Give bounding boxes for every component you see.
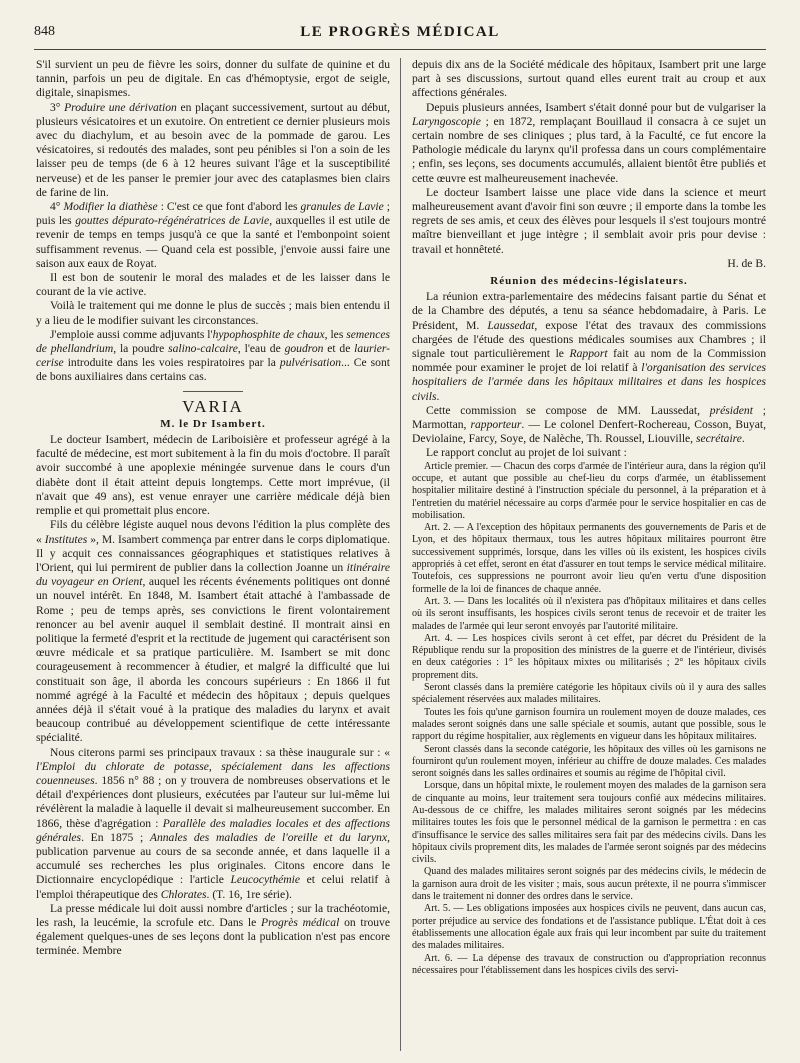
paragraph: Le docteur Isambert, médecin de Lariboisière et professeur agrégé à la faculté de médecine, est mort subitement à la fin du mois d'octobre. Il paraît avoir succombé à une apoplexie méningée survenue dans le cours d'un diabète dont il était atteint depuis longtemps. Cette mort imprévue, (il n'avait que 49 ans), est venue enrayer une carrière médicale déjà bien remplie et qui promettait plus encore.: [36, 433, 390, 518]
right-column: [412, 58, 766, 977]
law-text: [412, 461, 766, 977]
paragraph: La presse médicale lui doit aussi nombre d'articles ; sur la trachéotomie, les rash, la leucémie, la scrofule etc. Dans le Progrès médical on trouve également quelques-unes de ses leçons dont la publication n'est pas encore terminée. Membre: [36, 901, 390, 958]
section-title: VARIA: [182, 396, 244, 416]
signature: H. de B.: [727, 256, 766, 270]
article: Lorsque, dans un hôpital mixte, le roulement moyen des malades de la garnison sera de cinquante au moins, leur traitement sera toujours confié aux médecins militaires. Au-dessous de ce chiffre, les malades militaires seront soignés par les médecins militaires toutes les fois que le personnel médical de la garnison le permettra : en cas d'insuffisance le service des salles militaires sera fait par des médecins civils. Dans les hôpitaux civils proprement dits, les malades de l'armée seront soignés par des médecins civils.: [412, 780, 766, 866]
paragraph: Nous citerons parmi ses principaux travaux : sa thèse inaugurale sur : « l'Emploi du chlorate de potasse, spécialement dans les affections couenneuses. 1856 n° 88 ; on y trouvera de nombreuses observations et le détail d'expériences dont plusieurs, exécutées par l'auteur sur lui-même lui révélèrent la maladie à laquelle il devait si malheureusement succomber. En 1866, thèse d'agrégation : Parallèle des maladies locales et des affections générales. En 1875 ; Annales des maladies de l'oreille et du larynx, publication parvenue au cours de sa seconde année, et dans laquelle il a accumulé ses recherches les plus originales. Citons encore dans le Dictionnaire encyclopédique : l'article Leucocythémie et celui relatif à l'emploi thérapeutique des Chlorates. (T. 16, 1re série).: [36, 745, 391, 901]
article: Toutes les fois qu'une garnison fournira un roulement moyen de douze malades, ces malades seront soignés dans une salle spéciale et soumis, autant que possible, sous le rapport du régime hospitalier, aux règlements en vigueur dans les hôpitaux militaires.: [412, 706, 766, 743]
article: Article premier. — Chacun des corps d'armée de l'intérieur aura, dans la région qu'il occupe, et autant que possible au chef-lieu du corps d'armée, un établissement hospitalier militaire destiné à l'instruction spéciale du personnel, à la préparation et à l'entretien du matériel nécessaire au corps d'armée pour le service hospitalier en cas de mobilisation.: [412, 460, 766, 521]
section-rule: [183, 391, 243, 392]
article: Quand des malades militaires seront soignés par des médecins civils, le médecin de la garnison aura droit de les visiter ; mais, sous aucun prétexte, il ne pourra s'immiscer dans le traitement ni donner des ordres dans le service.: [412, 866, 766, 903]
article: Art. 5. — Les obligations imposées aux hospices civils ne peuvent, dans aucun cas, porter préjudice au service des fondations et de l'assistance publique. L'État doit à ces établissements une allocation égale aux frais qui leur incombent par suite du traitement des malades militaires.: [412, 903, 766, 952]
page-number: 848: [34, 24, 55, 39]
paragraph: La réunion extra-parlementaire des médecins faisant partie du Sénat et de la Chambre des députés, a tenu sa séance hebdomadaire, à Paris. Le Président, M. Laussedat, expose l'état des travaux des commissions chargées de l'étude des questions médicales soumises aux Chambres ; il signale tout particulièrement le Rapport fait au nom de la Commission nommée pour examiner le projet de loi relatif à l'organisation des services hospitaliers de l'armée dans les hôpitaux militaires et dans les hospices civils.: [412, 290, 766, 403]
left-column: [36, 58, 390, 959]
paragraph: Le docteur Isambert laisse une place vide dans la science et meurt malheureusement avant d'avoir fini son œuvre ; il emporte dans la tombe les regrets de ses amis, et ceux des élèves pour lesquels il s'est toujours montré maître bienveillant et juge intègre ; il semblait avoir pris pour devise : travail et honnêteté.: [412, 185, 766, 256]
header-rule: [34, 49, 766, 50]
paragraph: S'il survient un peu de fièvre les soirs, donner du sulfate de quinine et du tannin, parfois un peu de digitale. En cas d'hémoptysie, ergot de seigle, digitale, sinapismes.: [36, 58, 390, 100]
paragraph: Il est bon de soutenir le moral des malades et de les laisser dans le courant de la vie active.: [36, 271, 390, 299]
article: Art. 4. — Les hospices civils seront à cet effet, par décret du Président de la République rendu sur la proposition des ministres de la guerre et de l'intérieur, divisés en deux catégories : 1° les hôpitaux mixtes ou militarisés ; 2° les hôpitaux civils proprement dits.: [412, 632, 766, 681]
running-header: [34, 24, 766, 44]
paragraph: Le rapport conclut au projet de loi suivant :: [426, 446, 627, 460]
article: Art. 3. — Dans les localités où il n'existera pas d'hôpitaux militaires et dans celles où ils seront insuffisants, les hospices civils seront tenus de recevoir et de traiter les malades de l'armée qui leur seront envoyés par l'autorité militaire.: [412, 595, 766, 632]
article-heading: Réunion des médecins-législateurs.: [490, 275, 688, 288]
article-heading: M. le Dr Isambert.: [160, 417, 266, 430]
journal-title: LE PROGRÈS MÉDICAL: [300, 24, 500, 40]
paragraph: Cette commission se compose de MM. Laussedat, président ; Marmottan, rapporteur. — Le colonel Denfert-Rochereau, Cosson, Buyat, Deviolaine, Farcy, Soye, de Nalèche, Th. Roussel, Liouville, secrétaire.: [412, 403, 766, 446]
paragraph: 4° Modifier la diathèse : C'est ce que font d'abord les granules de Lavie ; puis les gouttes dépurato-régénératrices de Lavie, auxquelles il est utile de revenir de temps en temps jusqu'à ce que la santé et l'embonpoint soient suffisamment revenus. — Quand cela est possible, j'envoie aussi faire une saison aux eaux de Royat.: [36, 200, 391, 270]
paragraph: J'emploie aussi comme adjuvants l'hypophosphite de chaux, les semences de phellandrium, la poudre salino-calcaire, l'eau de goudron et de laurier-cerise introduite dans les voies respiratoires par la pulvérisation... Ce sont de bons auxiliaires dans certains cas.: [36, 327, 391, 384]
article: Seront classés dans la première catégorie les hôpitaux civils où il y aura des salles spécialement réservées aux malades militaires.: [412, 682, 766, 706]
article: Seront classés dans la seconde catégorie, les hôpitaux des villes où les garnisons ne fourniront qu'un roulement moyen, inférieur au chiffre de douze malades. Ces malades seront soignés dans les salles ordinaires et soumis au régime de l'hôpital civil.: [412, 743, 766, 780]
paragraph: 3° Produire une dérivation en plaçant successivement, surtout au début, plusieurs vésicatoires et un exutoire. On entretient ce dernier plusieurs mois avec du diachylum, et au besoin avec de la pommade de garou. Les vésicatoires, si redoutés des malades, sont peu pénibles si l'on a soin de les laisser peu de temps (de 6 à 12 heures suivant l'âge et la susceptibilité nerveuse) et de les panser le premier jour avec des cataplasmes bien clairs de farine de lin.: [36, 100, 390, 199]
column-divider: [400, 58, 401, 1051]
paragraph: depuis dix ans de la Société médicale des hôpitaux, Isambert prit une large part à ses discussions, surtout quand elles eurent trait au croup et aux affections générales.: [412, 58, 766, 100]
paragraph: Voilà le traitement qui me donne le plus de succès ; mais bien entendu il y a lieu de le modifier suivant les circonstances.: [36, 299, 390, 327]
paragraph: Fils du célèbre légiste auquel nous devons l'édition la plus complète des « Institutes », M. Isambert commença par entrer dans le corps diplomatique. Il y acquit ces connaissances géographiques et statistiques relatives à l'Orient, qui lui permirent de publier dans la collection Joanne un itinéraire du voyageur en Orient, auquel les récents événements politiques ont donné un nouvel intérêt. En 1848, M. Isambert était attaché à l'ambassade de Rome ; peu de temps après, ses convictions le firent volontairement renoncer au bel avenir auquel il semblait destiné. Il montrait ainsi en politique la fermeté d'esprit et la rectitude de jugement qui caractérisent son œuvre médicale et sa pratique particulière. M. Isambert se mit donc courageusement à recommencer à étudier, et malgré la difficulté que lui constituait son âge, il aborda les concours supérieurs : En 1866 il fut nommé agrégé à la Faculté et médecin des hôpitaux ; depuis quelques années déjà il s'était voué à la pratique des maladies du larynx et avait beaucoup contribué au développement scientifique de cette intéressante spécialité.: [36, 518, 391, 745]
article: Art. 2. — A l'exception des hôpitaux permanents des gouvernements de Paris et de Lyon, et des hôpitaux thermaux, tous les autres hôpitaux militaires pourront être successivement supprimés, lorsque, dans les villes où ils existent, les hospices civils appropriés à cet effet, seront en état d'assurer en tout temps le service médical militaire. Toutefois, ces suppressions ne pourront avoir lieu qu'en vertu d'une disposition formelle de la loi de finances de chaque année.: [412, 522, 766, 595]
paragraph: Depuis plusieurs années, Isambert s'était donné pour but de vulgariser la Laryngoscopie ; en 1872, remplaçant Bouillaud il consacra à ce sujet un certain nombre de ses cliniques ; plus tard, à la Faculté, ce fut encore la Pathologie médicale du larynx qu'il professa dans un cours complémentaire ; enfin, ses leçons, ses documents accumulés, allaient bientôt être publiés et cette œuvre est malheureusement inachevée.: [412, 100, 766, 185]
article: Art. 6. — La dépense des travaux de construction ou d'appropriation reconnus nécessaires pour l'établissement dans les hospices civils des servi-: [412, 952, 766, 976]
